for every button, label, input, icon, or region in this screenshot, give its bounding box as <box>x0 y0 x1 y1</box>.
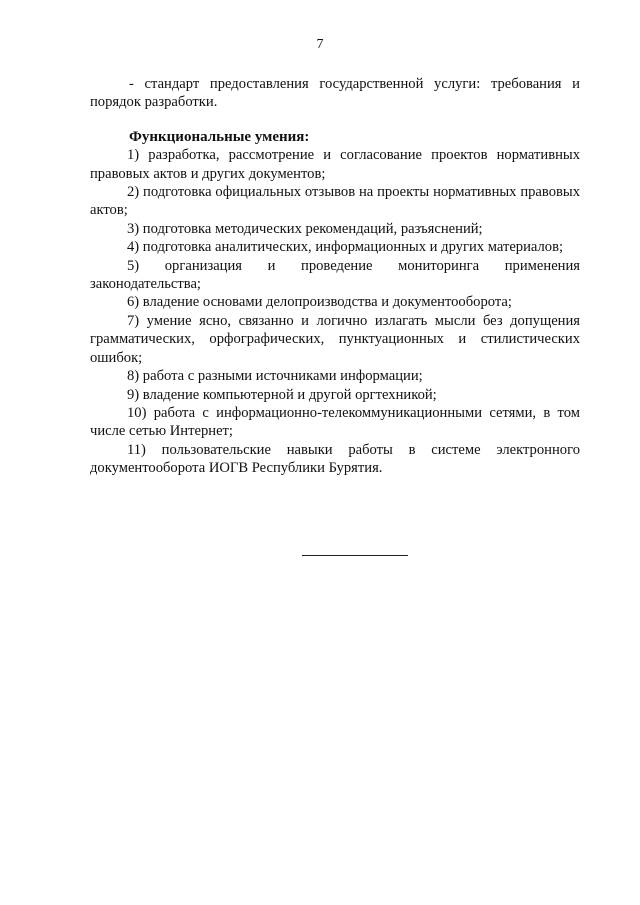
list-item: 8) работа с разными источниками информации; <box>127 368 423 385</box>
list-item: 6) владение основами делопроизводства и документооборота; <box>127 294 512 311</box>
intro-paragraph: - стандарт предоставления государственной услуги: требования и порядок разработки. <box>90 76 580 111</box>
page-number: 7 <box>316 37 324 52</box>
list-item: 9) владение компьютерной и другой оргтехникой; <box>127 386 437 403</box>
list-item: 5) организация и проведение мониторинга применения законодательства; <box>90 257 580 293</box>
list-item: 1) разработка, рассмотрение и согласование проектов нормативных правовых актов и других документов; <box>90 147 580 182</box>
document-body <box>90 75 580 478</box>
list-item: 7) умение ясно, связанно и логично излагать мысли без допущения грамматических, орфографических, пунктуационных и стилистических ошибок; <box>90 312 580 366</box>
closing-divider-line <box>302 555 408 556</box>
list-item: 2) подготовка официальных отзывов на проекты нормативных правовых актов; <box>90 184 580 219</box>
list-item: 4) подготовка аналитических, информационных и других материалов; <box>127 239 564 256</box>
list-item: 10) работа с информационно-телекоммуникационными сетями, в том числе сетью Интернет; <box>90 404 580 440</box>
list-item: 11) пользовательские навыки работы в системе электронного документооборота ИОГВ Республики Бурятия. <box>90 441 580 477</box>
section-heading: Функциональные умения: <box>129 128 310 145</box>
list-item: 3) подготовка методических рекомендаций, разъяснений; <box>127 220 483 237</box>
